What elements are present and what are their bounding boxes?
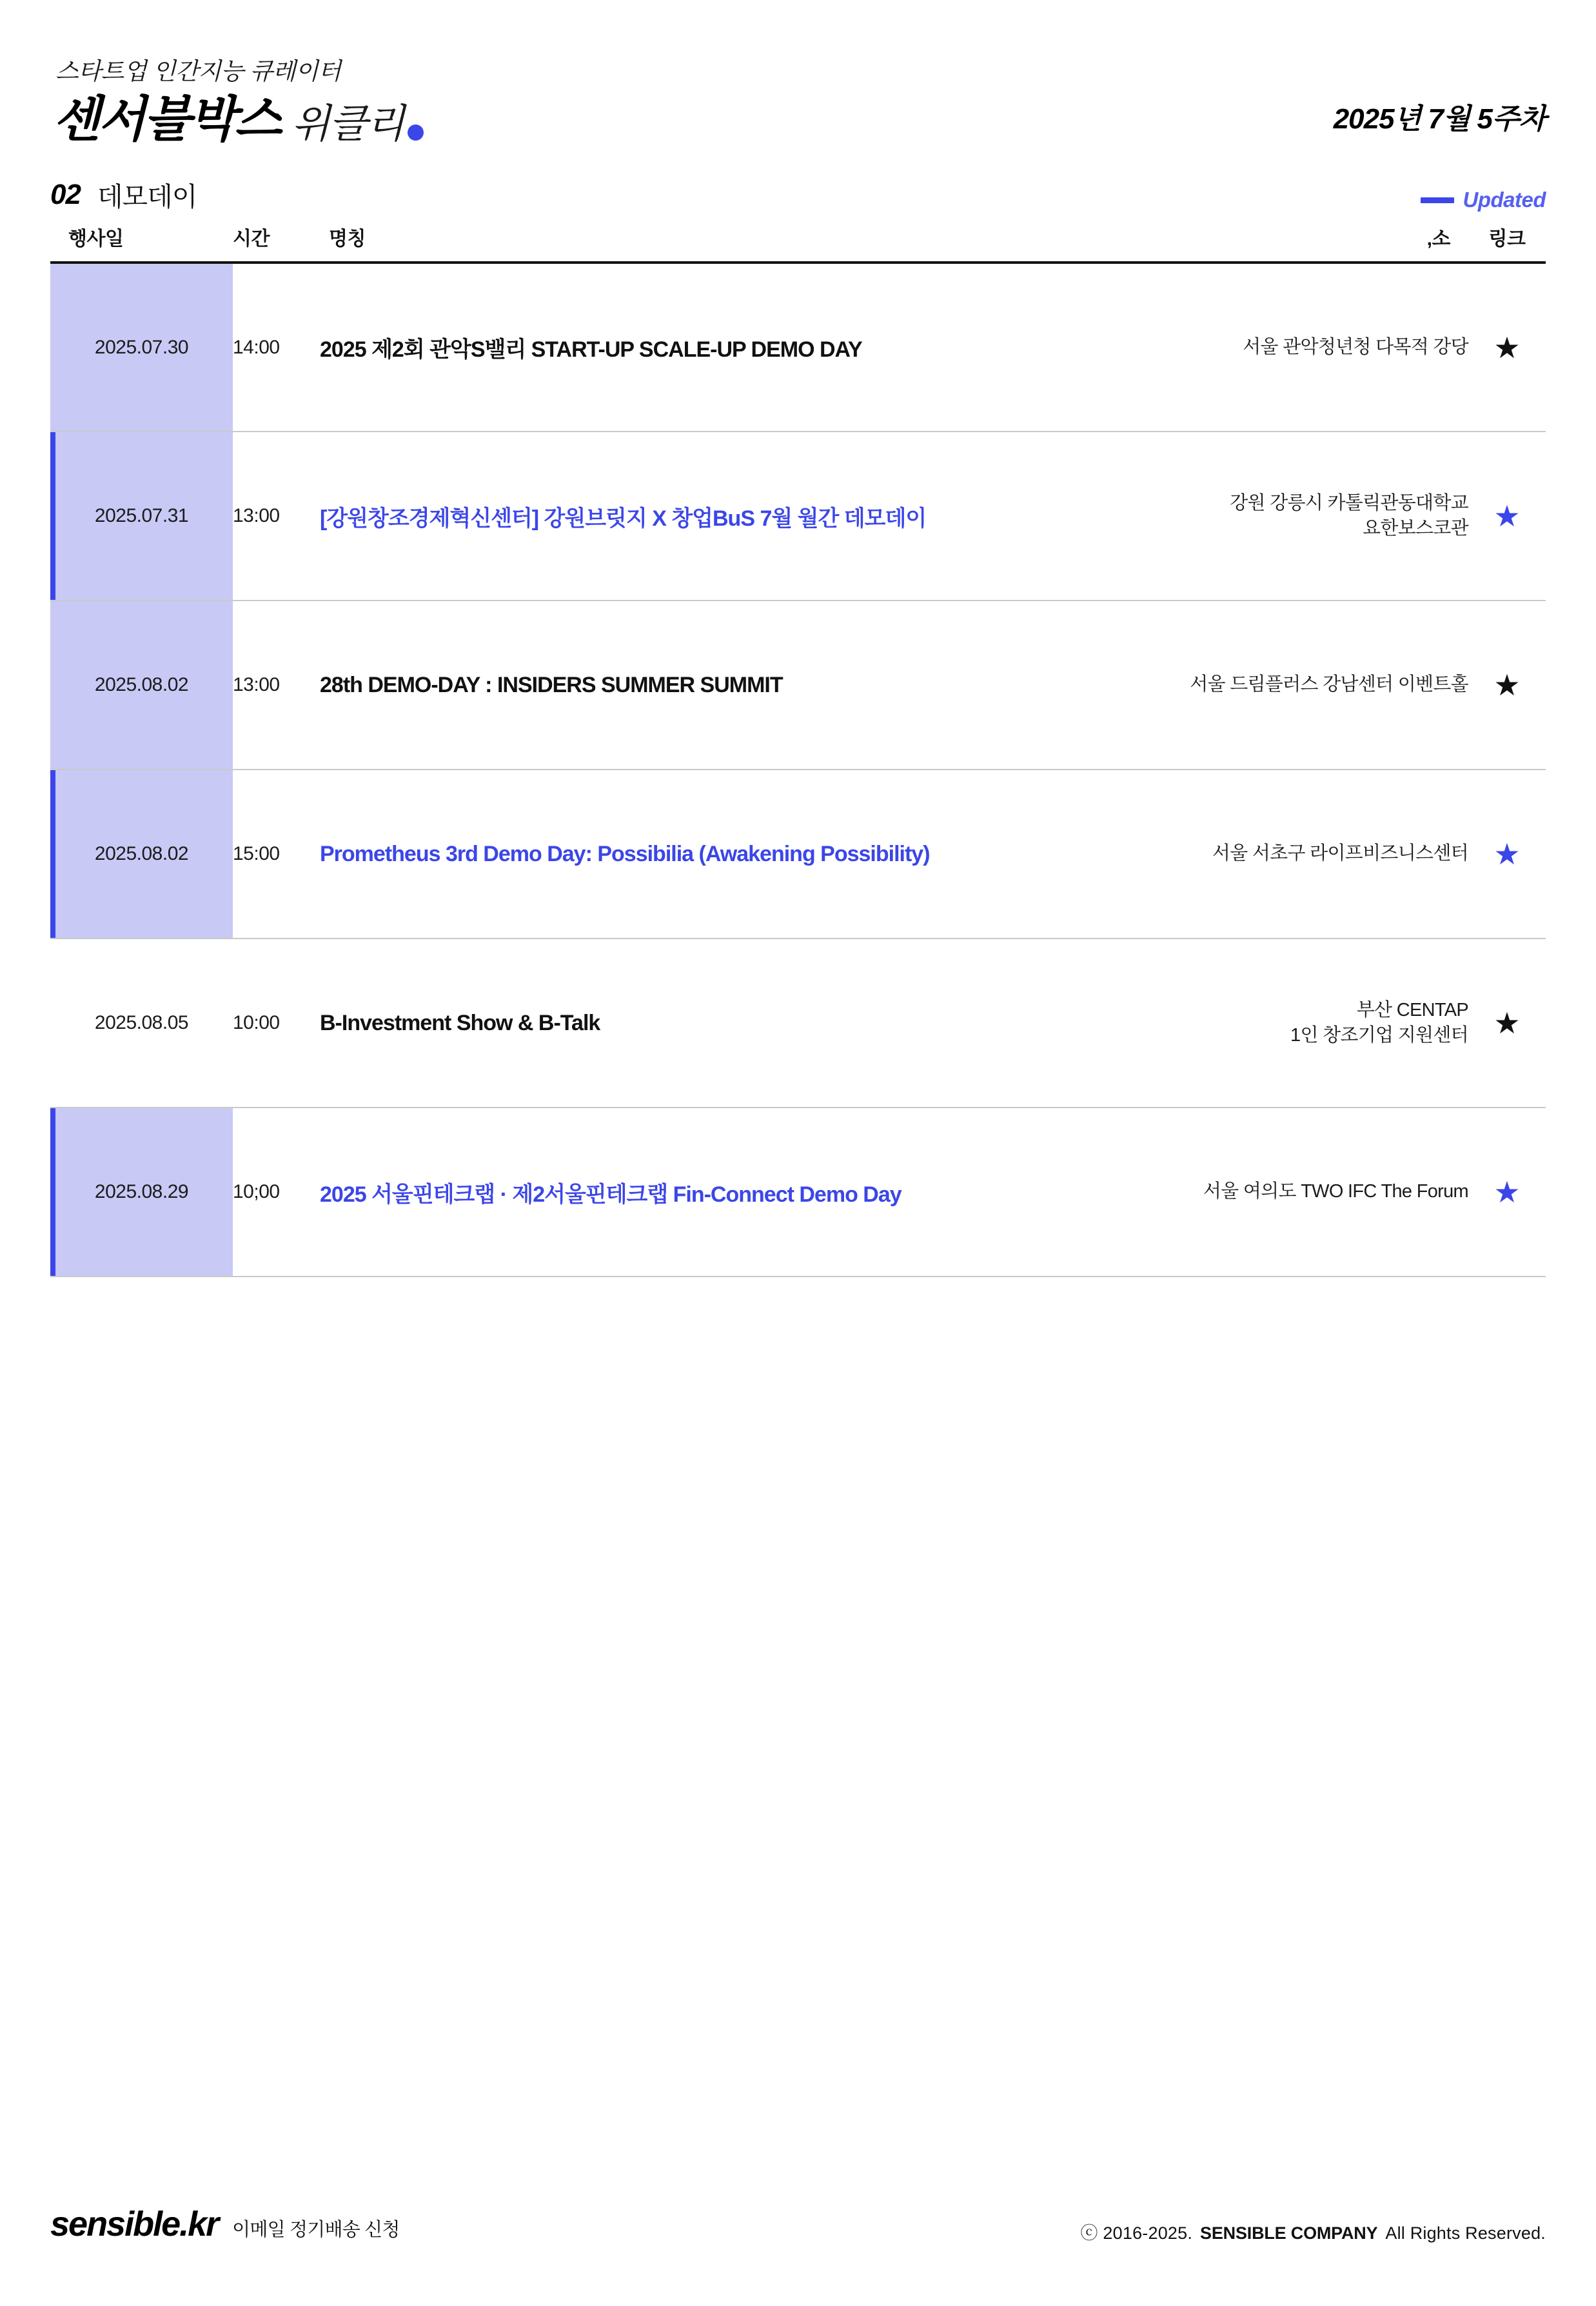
section-header: [50, 175, 1546, 223]
footer-left: [50, 2204, 400, 2244]
cell-link[interactable]: [1468, 939, 1546, 1108]
cell-venue: 서울 관악청년청 다목적 강당: [1147, 263, 1468, 432]
star-icon[interactable]: ★: [1493, 330, 1521, 364]
cell-venue: 부산 CENTAP 1인 창조기업 지원센터: [1147, 939, 1468, 1108]
column-header-time: 시간: [233, 223, 320, 263]
cell-date: 2025.07.31: [50, 432, 233, 601]
table-row: [50, 770, 1546, 939]
page-header: [50, 0, 1546, 161]
cell-event-title[interactable]: 28th DEMO-DAY : INSIDERS SUMMER SUMMIT: [320, 601, 1147, 770]
updated-label: Updated: [1463, 188, 1546, 212]
star-icon[interactable]: ★: [1493, 1175, 1521, 1209]
section-number: 02: [50, 178, 81, 210]
cell-venue: 서울 서초구 라이프비즈니스센터: [1147, 770, 1468, 939]
table-head: [50, 223, 1546, 263]
updated-badge: [1421, 188, 1546, 212]
cell-venue: 서울 여의도 TWO IFC The Forum: [1147, 1108, 1468, 1277]
subscribe-link[interactable]: 이메일 정기배송 신청: [232, 2220, 400, 2240]
table-body: [50, 263, 1546, 1277]
table-row: [50, 263, 1546, 432]
cell-date: 2025.08.02: [50, 770, 233, 939]
star-icon[interactable]: ★: [1493, 837, 1521, 871]
cell-link[interactable]: [1468, 770, 1546, 939]
table-header-row: [50, 223, 1546, 263]
table-row: [50, 939, 1546, 1108]
cell-link[interactable]: [1468, 1108, 1546, 1277]
cell-link[interactable]: [1468, 432, 1546, 601]
cell-time: 10:00: [233, 939, 320, 1108]
cell-event-title[interactable]: Prometheus 3rd Demo Day: Possibilia (Awakening Possibility): [320, 770, 1147, 939]
copyright-company: SENSIBLE COMPANY: [1200, 2223, 1378, 2243]
cell-time: 10;00: [233, 1108, 320, 1277]
header-kicker: 스타트업 인간지능 큐레이터: [55, 58, 341, 84]
cell-date: 2025.08.02: [50, 601, 233, 770]
footer-logo[interactable]: sensible.kr: [50, 2205, 219, 2243]
table-row: [50, 601, 1546, 770]
star-icon[interactable]: ★: [1493, 499, 1521, 533]
issue-date: 2025년 7월 5주차: [1333, 103, 1546, 135]
cell-event-title[interactable]: 2025 서울핀테크랩 · 제2서울핀테크랩 Fin-Connect Demo Day: [320, 1108, 1147, 1277]
star-icon[interactable]: ★: [1493, 668, 1521, 702]
cell-event-title[interactable]: B-Investment Show & B-Talk: [320, 939, 1147, 1108]
brand-dot-icon: [408, 124, 424, 141]
table-row: [50, 1108, 1546, 1277]
cell-event-title[interactable]: 2025 제2회 관악S밸리 START-UP SCALE-UP DEMO DAY: [320, 263, 1147, 432]
cell-link[interactable]: [1468, 263, 1546, 432]
cell-date: 2025.07.30: [50, 263, 233, 432]
copyright-years: ⓒ 2016-2025.: [1080, 2223, 1193, 2243]
column-header-title: 명칭: [320, 223, 1147, 263]
column-header-link: 링크: [1468, 223, 1546, 263]
table-row: [50, 432, 1546, 601]
cell-event-title[interactable]: [강원창조경제혁신센터] 강원브릿지 X 창업BuS 7월 월간 데모데이: [320, 432, 1147, 601]
cell-link[interactable]: [1468, 601, 1546, 770]
section-title: 데모데이: [97, 182, 197, 212]
star-icon[interactable]: ★: [1493, 1006, 1521, 1040]
cell-venue: 서울 드림플러스 강남센터 이벤트홀: [1147, 601, 1468, 770]
updated-dash-icon: [1421, 197, 1454, 203]
cell-time: 14:00: [233, 263, 320, 432]
column-header-place: ,소: [1147, 223, 1468, 263]
demoday-schedule-table: [50, 223, 1546, 1277]
copyright-rights: All Rights Reserved.: [1385, 2223, 1546, 2243]
cell-time: 13:00: [233, 601, 320, 770]
cell-venue: 강원 강릉시 카톨릭관동대학교 요한보스코관: [1147, 432, 1468, 601]
cell-date: 2025.08.05: [50, 939, 233, 1108]
cell-time: 13:00: [233, 432, 320, 601]
cell-date: 2025.08.29: [50, 1108, 233, 1277]
column-header-date: 행사일: [50, 223, 233, 263]
brand-name: 센서블박스: [53, 92, 281, 147]
brand-lockup: [53, 92, 1546, 147]
page-footer: [50, 2204, 1546, 2244]
brand-subtitle: 위클리: [291, 102, 404, 146]
copyright: [1081, 2219, 1546, 2244]
cell-time: 15:00: [233, 770, 320, 939]
